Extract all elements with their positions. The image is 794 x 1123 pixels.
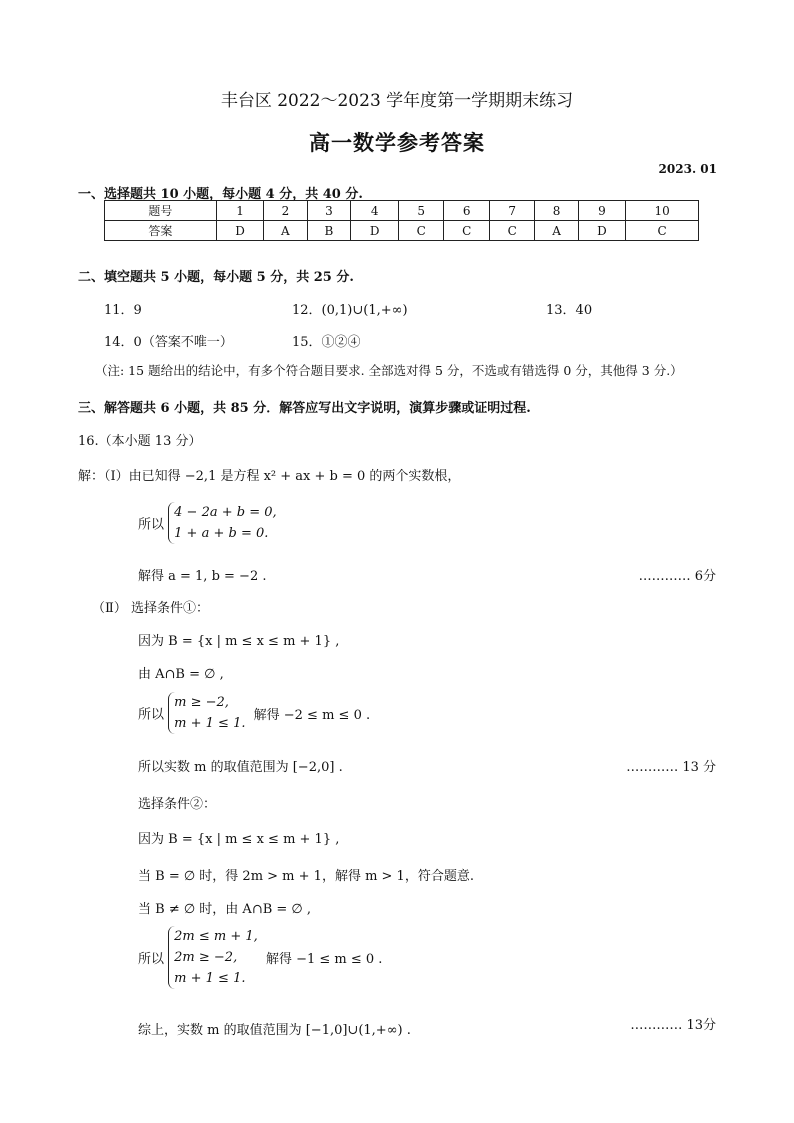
condition1-conclusion: 所以实数 m 的取值范围为 [−2,0] . [138,760,343,775]
answer-cell: A [264,221,307,241]
document-title: 丰台区 2022～2023 学年度第一学期期末练习 [220,91,574,111]
score-marker: ………… 13分 [630,1018,716,1033]
document-date: 2023. 01 [658,162,717,176]
system-prefix: 所以 [138,952,165,967]
part2-label: （Ⅱ） 选择条件①： [92,601,209,616]
question-number: 2 [264,201,307,221]
question-number: 9 [578,201,625,221]
section1-heading: 一、选择题共 10 小题，每小题 4 分，共 40 分. [78,187,363,202]
solve-line-1: 解得 a = 1, b = −2 . [138,569,267,584]
condition2-conclusion: 综上，实数 m 的取值范围为 [−1,0]∪(1,+∞) . [138,1023,411,1038]
part1-intro: 解：（Ⅰ）由已知得 −2,1 是方程 x² + ax + b = 0 的两个实数根， [78,469,461,484]
section2-heading: 二、填空题共 5 小题，每小题 5 分，共 25 分. [78,270,354,285]
row-label: 答案 [105,221,217,241]
question-number: 1 [216,201,263,221]
row-label: 题号 [105,201,217,221]
answer-q11: 11．9 [104,303,142,318]
answer-cell: D [578,221,625,241]
equation-system-3 [138,926,382,989]
inequality-line: m + 1 ≤ 1. [174,971,246,986]
system-result: 解得 −1 ≤ m ≤ 0 . [265,952,383,967]
equation-system-2 [138,692,370,734]
answer-cell: C [444,221,490,241]
condition1-line1: 因为 B = {x | m ≤ x ≤ m + 1} , [138,634,340,649]
section3-heading: 三、解答题共 6 小题，共 85 分．解答应写出文字说明，演算步骤或证明过程. [78,401,531,416]
inequality-line: 2m ≥ −2, [174,950,238,965]
answer-cell: C [626,221,699,241]
answer-q14: 14．0（答案不唯一） [104,335,233,350]
brace-group [168,926,258,989]
answer-cell: D [216,221,263,241]
score-marker: ………… 13 分 [626,760,716,775]
score-marker: ………… 6分 [638,569,716,584]
condition2-label: 选择条件②： [138,797,217,812]
system-prefix: 所以 [138,517,165,533]
system-prefix: 所以 [138,707,165,723]
answer-table [104,200,699,241]
condition2-line1: 因为 B = {x | m ≤ x ≤ m + 1} , [138,832,340,847]
brace-group [168,692,245,734]
answer-cell: D [351,221,398,241]
equation-line: 4 − 2a + b = 0, [174,505,277,520]
question-number: 5 [398,201,444,221]
question-number: 3 [307,201,351,221]
answer-cell: C [398,221,444,241]
answer-q12: 12．(0,1)∪(1,+∞) [292,303,408,318]
q16-header: 16.（本小题 13 分） [78,434,202,449]
system-result: 解得 −2 ≤ m ≤ 0 . [253,707,371,723]
answer-cell: B [307,221,351,241]
condition2-line3: 当 B ≠ ∅ 时，由 A∩B = ∅ , [138,902,312,917]
condition1-line2: 由 A∩B = ∅ , [138,667,224,682]
answer-q13: 13．40 [546,303,593,318]
inequality-line: 2m ≤ m + 1, [174,929,258,944]
inequality-line: m + 1 ≤ 1. [174,716,246,731]
table-row [105,201,699,221]
condition2-line2: 当 B = ∅ 时，得 2m > m + 1，解得 m > 1，符合题意. [138,869,474,884]
question-number: 7 [489,201,535,221]
answer-cell: C [489,221,535,241]
question-number: 8 [535,201,578,221]
inequality-line: m ≥ −2, [174,695,229,710]
equation-line: 1 + a + b = 0. [174,526,269,541]
answer-q15: 15．①②④ [292,335,361,350]
equation-system-1 [138,502,277,544]
scoring-note: （注: 15 题给出的结论中，有多个符合题目要求. 全部选对得 5 分，不选或有错选得 0 分，其他得 3 分.） [95,363,683,378]
question-number: 10 [626,201,699,221]
question-number: 4 [351,201,398,221]
question-number: 6 [444,201,490,221]
answer-cell: A [535,221,578,241]
brace-group [168,502,277,544]
document-subtitle: 高一数学参考答案 [309,130,485,155]
table-row [105,221,699,241]
